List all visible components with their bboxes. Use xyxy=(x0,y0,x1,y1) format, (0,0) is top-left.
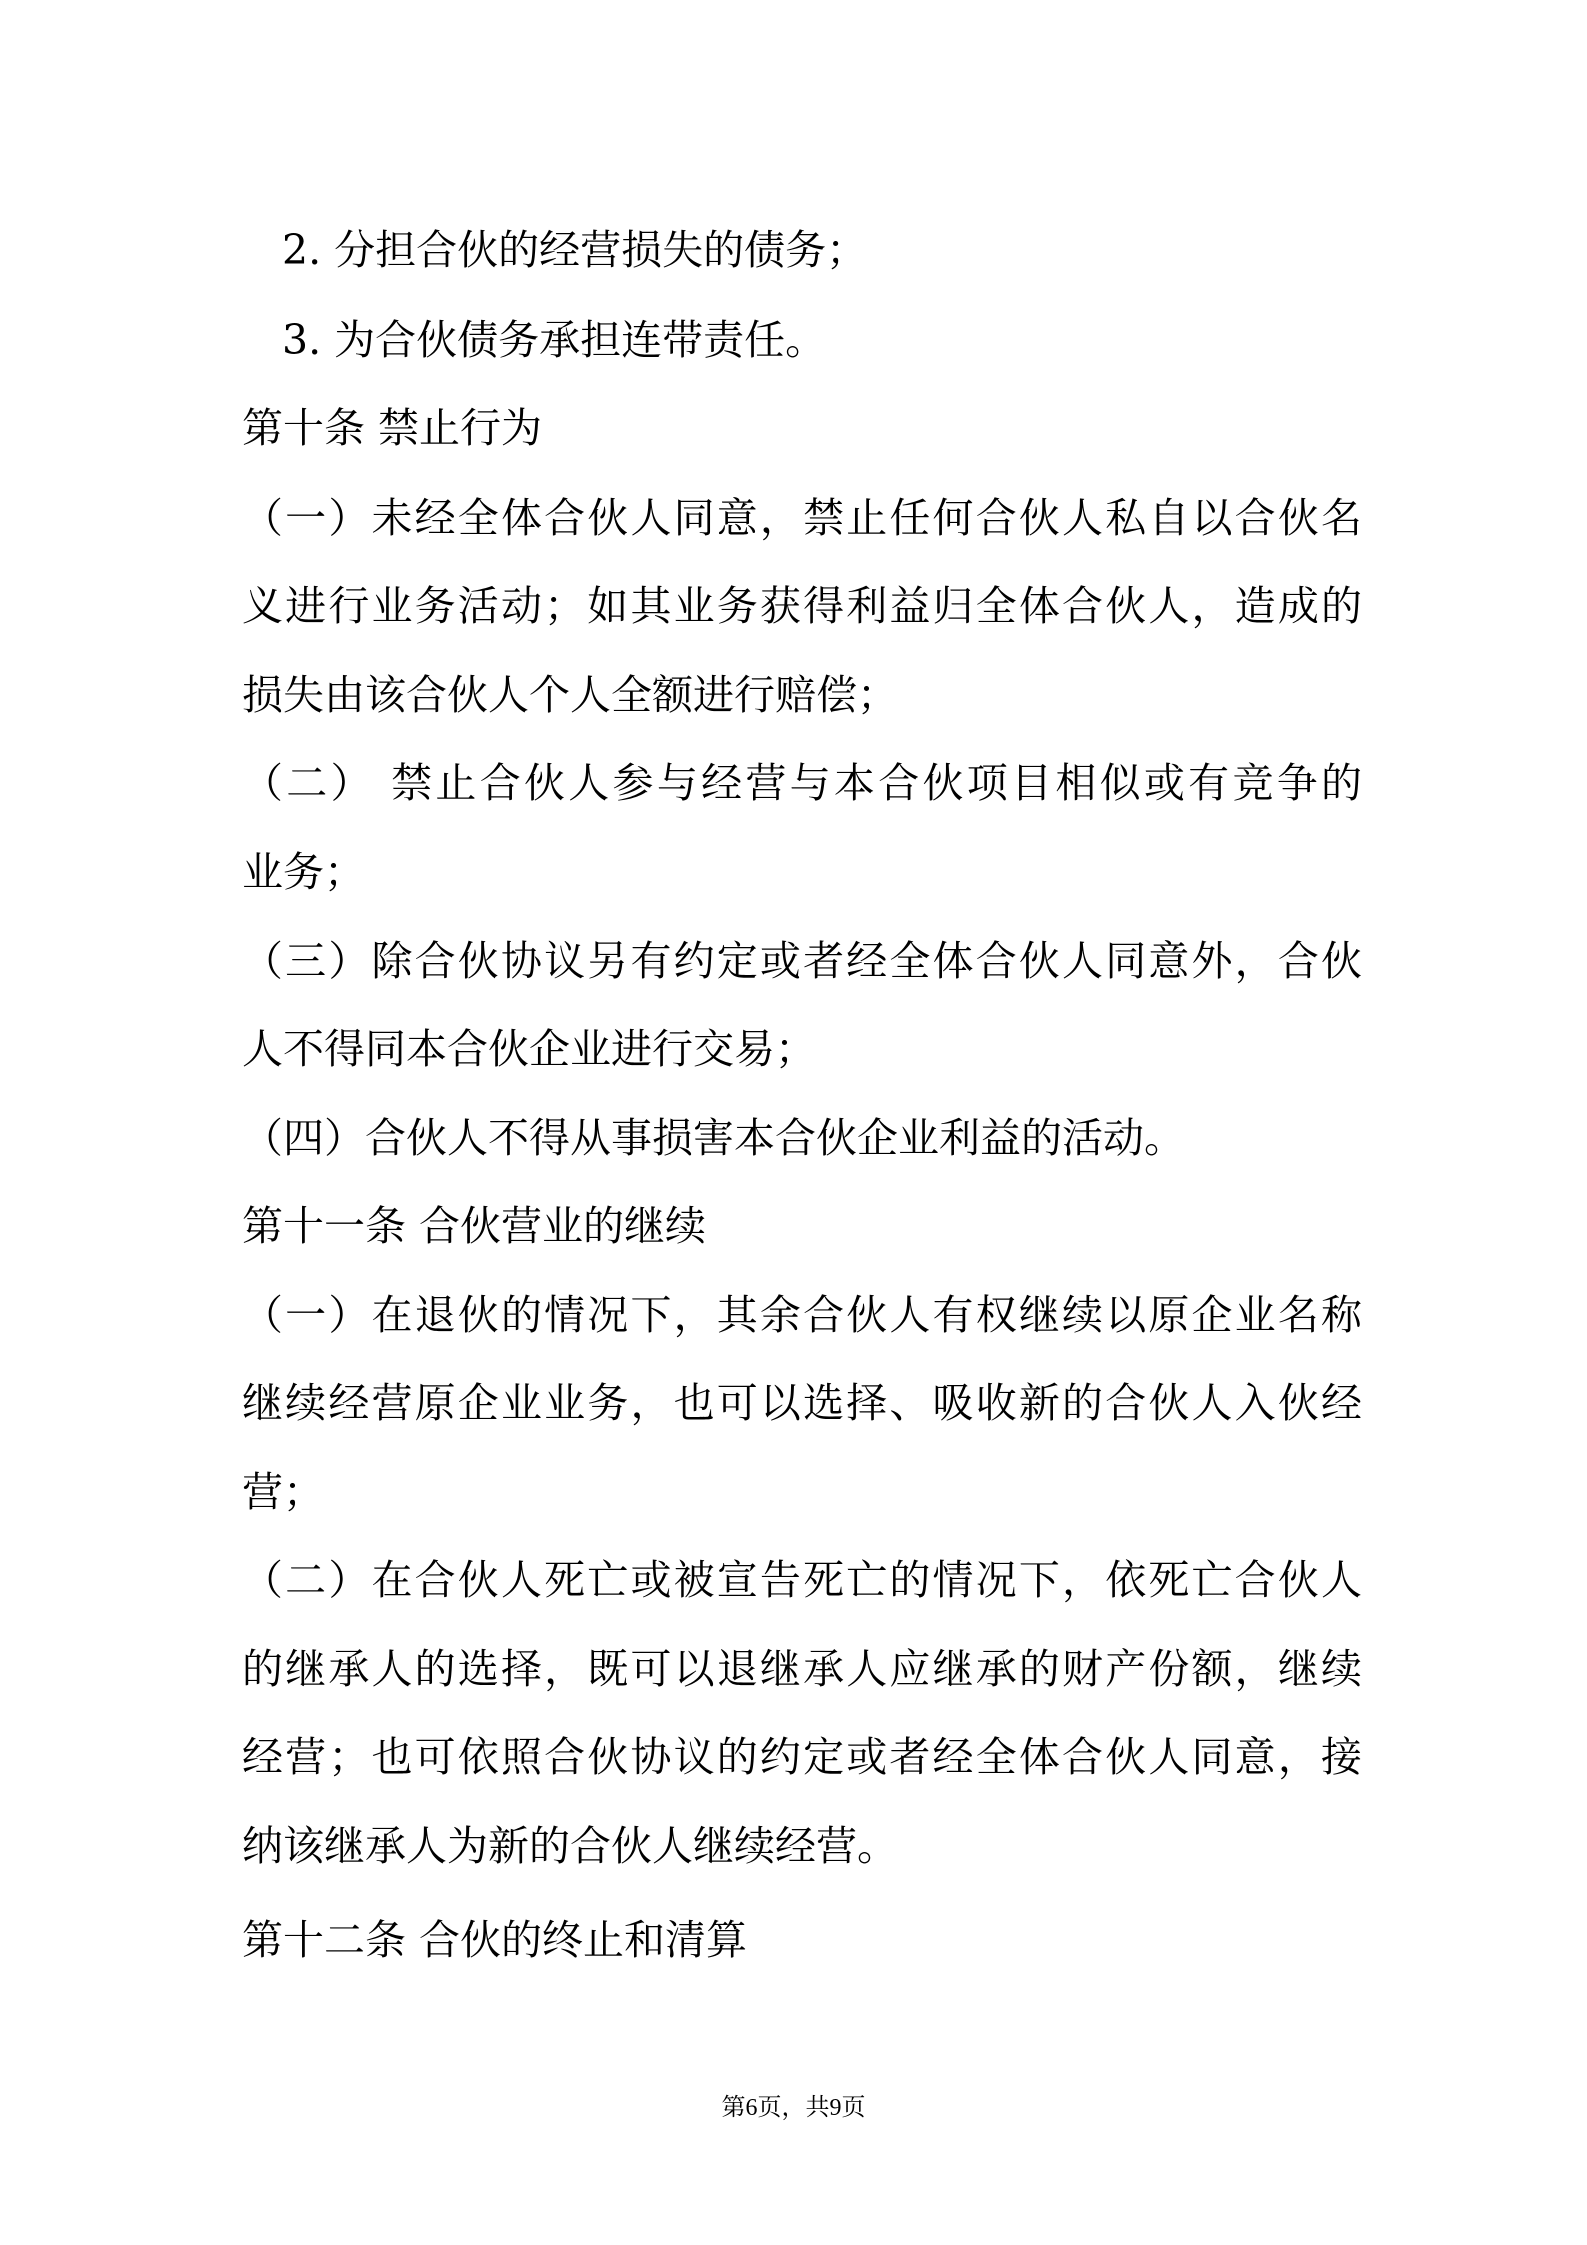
article-10-p2-line1: （二） 禁止合伙人参与经营与本合伙项目相似或有竞争的 xyxy=(242,759,1362,807)
article-11-p2-line2: 的继承人的选择，既可以退继承人应继承的财产份额，继续 xyxy=(242,1645,1362,1693)
article-11-p1-line2: 继续经营原企业业务，也可以选择、吸收新的合伙人入伙经 xyxy=(242,1379,1362,1427)
article-10-p3-line1: （三）除合伙协议另有约定或者经全体合伙人同意外，合伙 xyxy=(242,937,1362,985)
article-11-p2-line1: （二）在合伙人死亡或被宣告死亡的情况下，依死亡合伙人 xyxy=(242,1556,1362,1604)
list-item-3: 3. 为合伙债务承担连带责任。 xyxy=(282,316,827,364)
article-10-p1-line1: （一）未经全体合伙人同意，禁止任何合伙人私自以合伙名 xyxy=(242,494,1362,542)
list-item-2: 2. 分担合伙的经营损失的债务； xyxy=(282,226,868,274)
article-10-p1-line3: 损失由该合伙人个人全额进行赔偿； xyxy=(242,671,898,719)
article-11-p2-line3: 经营；也可依照合伙协议的约定或者经全体合伙人同意，接 xyxy=(242,1733,1362,1781)
article-11-p2-line4: 纳该继承人为新的合伙人继续经营。 xyxy=(242,1822,898,1870)
article-10-heading: 第十条 禁止行为 xyxy=(242,404,543,452)
page-number-footer: 第6页，共9页 xyxy=(721,2095,866,2121)
article-11-p1-line1: （一）在退伙的情况下，其余合伙人有权继续以原企业名称 xyxy=(242,1291,1362,1339)
article-10-p4-line1: （四）合伙人不得从事损害本合伙企业利益的活动。 xyxy=(242,1114,1185,1162)
article-11-heading: 第十一条 合伙营业的继续 xyxy=(242,1202,707,1250)
article-10-p2-line2: 业务； xyxy=(242,848,365,896)
article-11-p1-line3: 营； xyxy=(242,1468,324,1516)
article-12-heading: 第十二条 合伙的终止和清算 xyxy=(242,1916,748,1964)
article-10-p3-line2: 人不得同本合伙企业进行交易； xyxy=(242,1025,816,1073)
article-10-p1-line2: 义进行业务活动；如其业务获得利益归全体合伙人，造成的 xyxy=(242,582,1362,630)
